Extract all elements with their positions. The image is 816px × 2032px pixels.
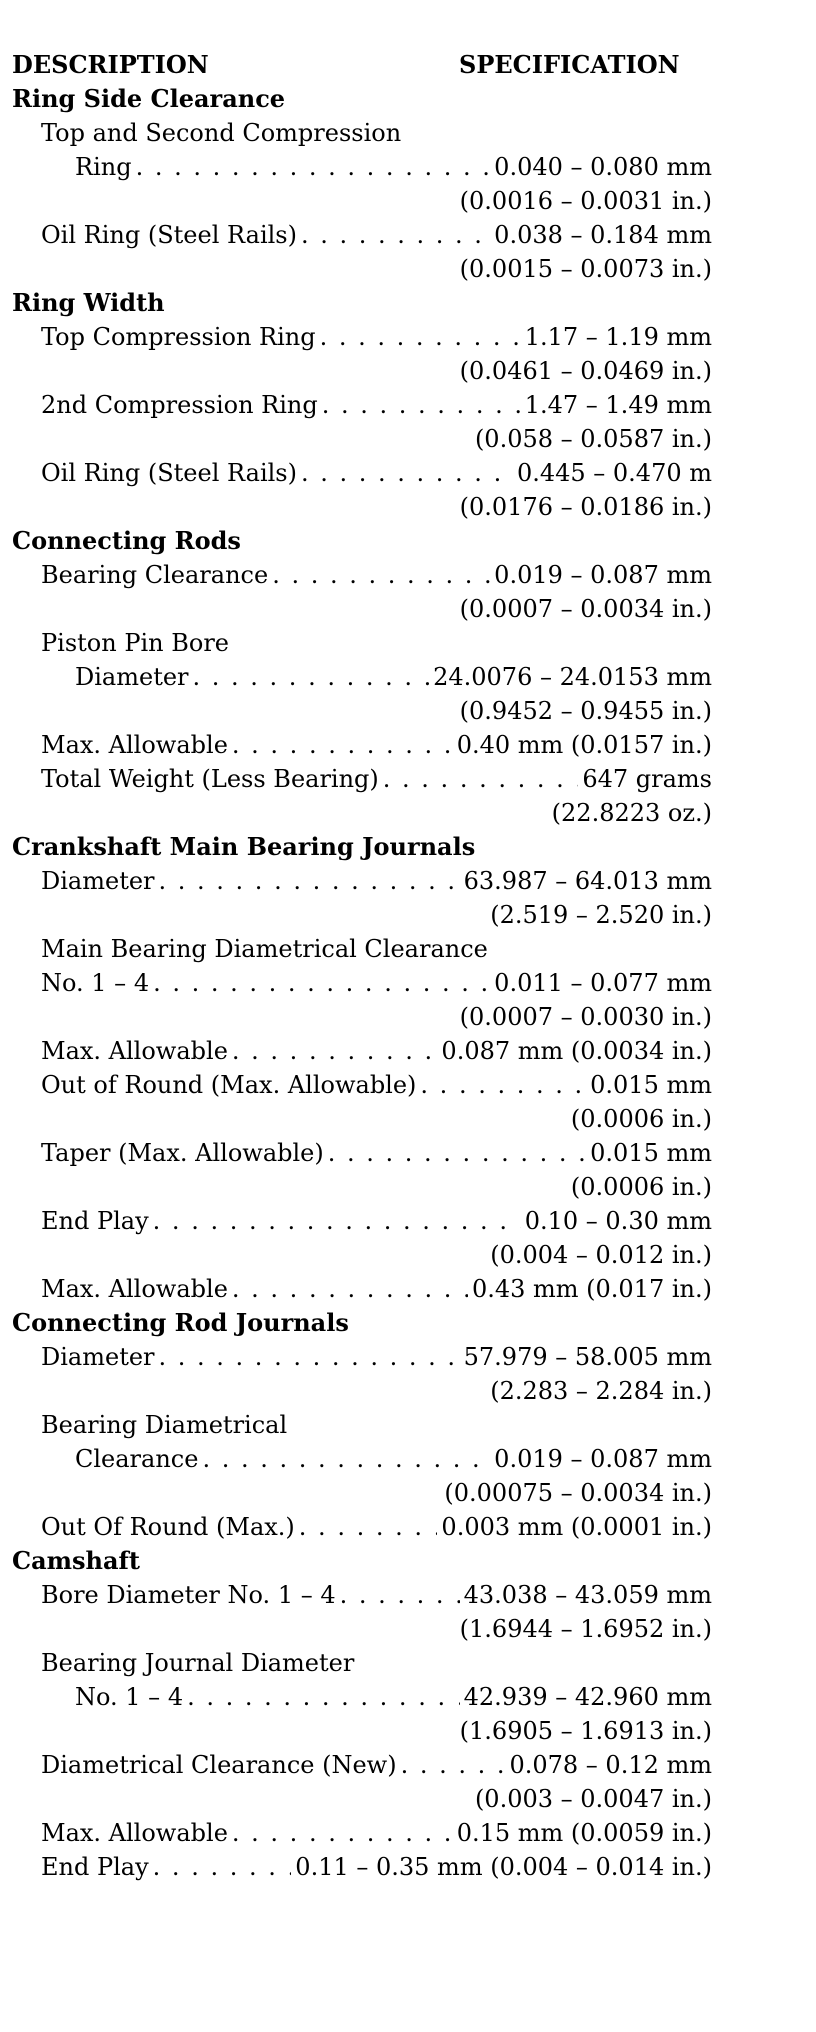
- spec-row: [12, 456, 712, 490]
- description-header: DESCRIPTION: [12, 50, 209, 79]
- spec-label: Bore Diameter No. 1 – 4: [41, 1581, 336, 1609]
- spec-value-imperial: (2.519 – 2.520 in.): [490, 901, 712, 929]
- spec-value: 42.939 – 42.960 mm: [463, 1683, 712, 1711]
- spec-value-imperial: (1.6944 – 1.6952 in.): [459, 1615, 712, 1643]
- spec-row: [12, 320, 712, 354]
- spec-value: 57.979 – 58.005 mm: [463, 1343, 712, 1371]
- spec-row: [12, 1068, 712, 1102]
- spec-label: Max. Allowable: [41, 1819, 228, 1847]
- specification-header: SPECIFICATION: [459, 50, 680, 79]
- spec-label: Taper (Max. Allowable): [41, 1139, 324, 1167]
- spec-value: 0.40 mm (0.0157 in.): [456, 731, 712, 759]
- spec-value: 647 grams: [582, 765, 712, 793]
- dot-leader: [153, 1204, 521, 1238]
- spec-label: Ring: [75, 153, 132, 181]
- spec-label: Out of Round (Max. Allowable): [41, 1071, 417, 1099]
- spec-label: Diameter: [41, 867, 155, 895]
- spec-value-imperial: (22.8223 oz.): [551, 799, 712, 827]
- spec-label: Piston Pin Bore: [41, 629, 229, 657]
- spec-value-imperial: (0.058 – 0.0587 in.): [474, 425, 712, 453]
- spec-label: Bearing Clearance: [41, 561, 269, 589]
- dot-leader: [136, 150, 491, 184]
- spec-value: 0.019 – 0.087 mm: [494, 1445, 712, 1473]
- spec-value: 0.040 – 0.080 mm: [494, 153, 712, 181]
- spec-row: [12, 150, 712, 184]
- spec-value-imperial: (0.9452 – 0.9455 in.): [459, 697, 712, 725]
- section-title: Connecting Rod Journals: [12, 1308, 349, 1337]
- spec-label: Top Compression Ring: [41, 323, 316, 351]
- spec-label: Diameter: [41, 1343, 155, 1371]
- spec-value-imperial: (0.0007 – 0.0030 in.): [459, 1003, 712, 1031]
- dot-leader: [272, 558, 490, 592]
- dot-leader: [153, 966, 490, 1000]
- spec-value: 0.003 mm (0.0001 in.): [441, 1513, 712, 1541]
- spec-value: 0.078 – 0.12 mm: [509, 1751, 712, 1779]
- dot-leader: [202, 1442, 490, 1476]
- spec-label: Diametrical Clearance (New): [41, 1751, 397, 1779]
- dot-leader: [383, 762, 579, 796]
- column-headers: [12, 48, 712, 82]
- spec-value: 24.0076 – 24.0153 mm: [433, 663, 712, 691]
- spec-row: [12, 1510, 712, 1544]
- spec-value: 0.019 – 0.087 mm: [494, 561, 712, 589]
- spec-label: Max. Allowable: [41, 1037, 228, 1065]
- spec-value: 0.038 – 0.184 mm: [494, 221, 712, 249]
- spec-row: [12, 966, 712, 1000]
- section-title: Ring Side Clearance: [12, 84, 286, 113]
- section-title: Camshaft: [12, 1546, 140, 1575]
- dot-leader: [322, 388, 521, 422]
- spec-label: 2nd Compression Ring: [41, 391, 318, 419]
- spec-label: Total Weight (Less Bearing): [41, 765, 379, 793]
- spec-row: [12, 1136, 712, 1170]
- dot-leader: [299, 1510, 438, 1544]
- spec-label: Bearing Journal Diameter: [41, 1649, 355, 1677]
- spec-row: [12, 762, 712, 796]
- spec-value-imperial: (0.0461 – 0.0469 in.): [459, 357, 712, 385]
- section-title: Connecting Rods: [12, 526, 241, 555]
- spec-row: [12, 558, 712, 592]
- spec-row: [12, 1272, 712, 1306]
- dot-leader: [340, 1578, 460, 1612]
- spec-value-imperial: (0.0015 – 0.0073 in.): [459, 255, 712, 283]
- spec-label: Top and Second Compression: [41, 119, 402, 147]
- spec-label: Bearing Diametrical: [41, 1411, 288, 1439]
- spec-value-imperial: (0.00075 – 0.0034 in.): [444, 1479, 712, 1507]
- spec-label: No. 1 – 4: [41, 969, 150, 997]
- spec-row: [12, 1816, 712, 1850]
- dot-leader: [320, 320, 521, 354]
- spec-value: 0.15 mm (0.0059 in.): [456, 1819, 712, 1847]
- spec-value: 0.015 mm: [590, 1139, 712, 1167]
- spec-value-imperial: (0.0176 – 0.0186 in.): [459, 493, 712, 521]
- spec-label: Oil Ring (Steel Rails): [41, 221, 297, 249]
- dot-leader: [420, 1068, 586, 1102]
- spec-value: 63.987 – 64.013 mm: [463, 867, 712, 895]
- spec-value: 43.038 – 43.059 mm: [463, 1581, 712, 1609]
- spec-value: 0.43 mm (0.017 in.): [471, 1275, 712, 1303]
- spec-value-imperial: (0.004 – 0.012 in.): [490, 1241, 712, 1269]
- spec-row: [12, 1578, 712, 1612]
- spec-value-imperial: (0.003 – 0.0047 in.): [474, 1785, 712, 1813]
- spec-row: [12, 1850, 712, 1884]
- spec-row: [12, 864, 712, 898]
- spec-value-imperial: (0.0016 – 0.0031 in.): [459, 187, 712, 215]
- spec-label: Out Of Round (Max.): [41, 1513, 295, 1541]
- spec-row: [12, 1340, 712, 1374]
- spec-value: 0.015 mm: [590, 1071, 712, 1099]
- dot-leader: [232, 1816, 453, 1850]
- dot-leader: [328, 1136, 586, 1170]
- spec-value: 0.11 – 0.35 mm (0.004 – 0.014 in.): [295, 1853, 712, 1881]
- spec-value: 0.445 – 0.470 m: [516, 459, 712, 487]
- dot-leader: [187, 1680, 460, 1714]
- spec-label: End Play: [41, 1853, 149, 1881]
- dot-leader: [159, 864, 460, 898]
- spec-row: [12, 1680, 712, 1714]
- dot-leader: [232, 1272, 468, 1306]
- spec-value: 0.087 mm (0.0034 in.): [441, 1037, 712, 1065]
- spec-value-imperial: (1.6905 – 1.6913 in.): [459, 1717, 712, 1745]
- dot-leader: [232, 1034, 438, 1068]
- spec-row: [12, 1204, 712, 1238]
- spec-row: [12, 728, 712, 762]
- spec-value: 0.10 – 0.30 mm: [524, 1207, 712, 1235]
- spec-value-imperial: (0.0006 in.): [570, 1105, 712, 1133]
- spec-row: [12, 660, 712, 694]
- spec-value-imperial: (0.0007 – 0.0034 in.): [459, 595, 712, 623]
- dot-leader: [193, 660, 430, 694]
- spec-label: No. 1 – 4: [75, 1683, 184, 1711]
- dot-leader: [232, 728, 453, 762]
- spec-label: Clearance: [75, 1445, 199, 1473]
- dot-leader: [401, 1748, 506, 1782]
- dot-leader: [159, 1340, 460, 1374]
- spec-value-imperial: (2.283 – 2.284 in.): [490, 1377, 712, 1405]
- section-title: Crankshaft Main Bearing Journals: [12, 832, 476, 861]
- spec-row: [12, 1442, 712, 1476]
- spec-label: Max. Allowable: [41, 731, 228, 759]
- spec-row: [12, 218, 712, 252]
- spec-row: [12, 1034, 712, 1068]
- spec-label: Max. Allowable: [41, 1275, 228, 1303]
- spec-value: 1.47 – 1.49 mm: [524, 391, 712, 419]
- spec-label: End Play: [41, 1207, 149, 1235]
- spec-value-imperial: (0.0006 in.): [570, 1173, 712, 1201]
- dot-leader: [301, 456, 513, 490]
- spec-label: Main Bearing Diametrical Clearance: [41, 935, 488, 963]
- spec-row: [12, 1748, 712, 1782]
- dot-leader: [301, 218, 490, 252]
- spec-label: Oil Ring (Steel Rails): [41, 459, 297, 487]
- section-title: Ring Width: [12, 288, 165, 317]
- spec-value: 1.17 – 1.19 mm: [524, 323, 712, 351]
- dot-leader: [153, 1850, 292, 1884]
- spec-label: Diameter: [75, 663, 189, 691]
- spec-value: 0.011 – 0.077 mm: [494, 969, 712, 997]
- spec-row: [12, 388, 712, 422]
